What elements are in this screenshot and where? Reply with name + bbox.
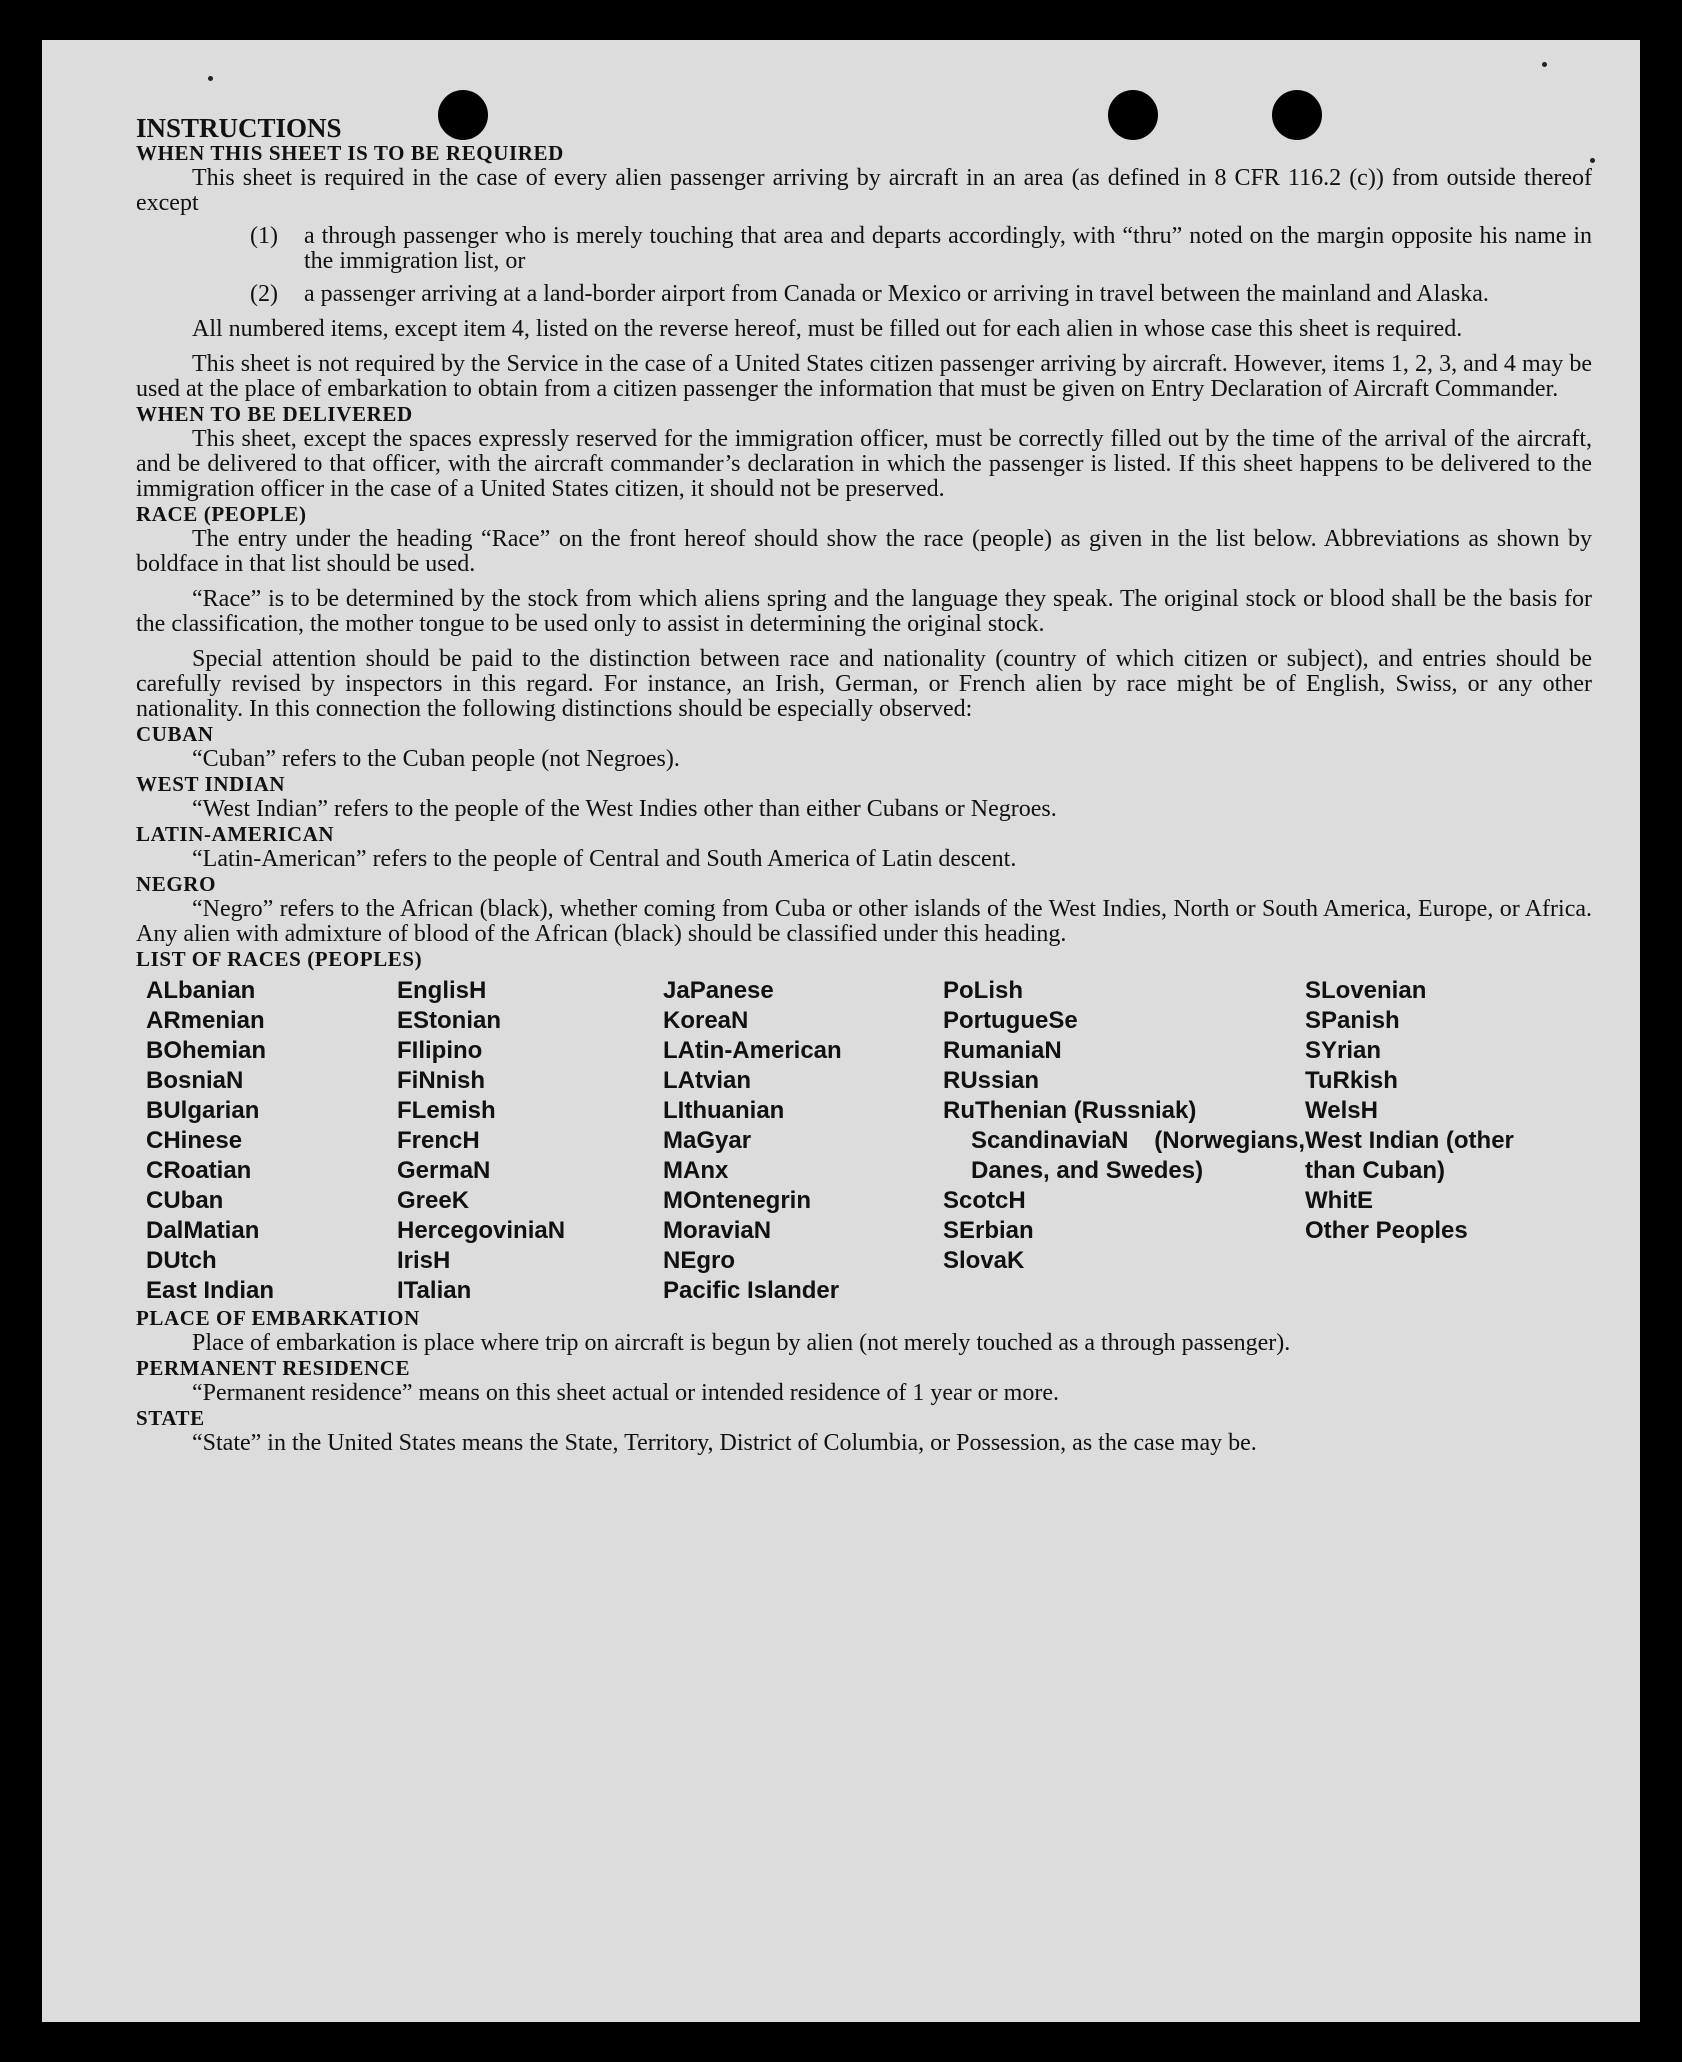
exception-text: a through passenger who is merely touching that area and departs accordingly, with “thru” noted on the margin opposite his name in the immigration list, or — [304, 223, 1592, 274]
race-entry: FIlipino — [397, 1037, 483, 1064]
section-heading-latin-american: LATIN-AMERICAN — [136, 822, 335, 846]
west-indian-text: “West Indian” refers to the people of the West Indies other than either Cubans or Negroes. — [192, 796, 1057, 822]
scan-speck — [208, 76, 213, 81]
section-heading-negro: NEGRO — [136, 872, 217, 896]
race-entry: BosniaN — [146, 1067, 244, 1094]
race-entry: ScandinaviaN (Norwegians, Danes, and Swedes) — [971, 1127, 1305, 1184]
section-heading-when-delivered: WHEN TO BE DELIVERED — [136, 402, 413, 426]
race-entry: MaGyar — [663, 1127, 752, 1154]
race-entry: SPanish — [1305, 1007, 1400, 1034]
race-entry: Other Peoples — [1305, 1217, 1468, 1244]
race-entry: CRoatian — [146, 1157, 252, 1184]
race-entry: SErbian — [943, 1217, 1034, 1244]
instructions-title: INSTRUCTIONS — [136, 113, 342, 143]
race-entry: FLemish — [397, 1097, 496, 1124]
race-column — [943, 976, 1305, 1306]
race-paragraph-1: The entry under the heading “Race” on the front hereof should show the race (people) as given in the list below. Abbreviations as shown by boldface in that list should be used. — [136, 526, 1592, 577]
section-heading-list-of-races: LIST OF RACES (PEOPLES) — [136, 947, 423, 971]
race-entry: MAnx — [663, 1157, 729, 1184]
race-entry: EStonian — [397, 1007, 502, 1034]
race-column — [663, 976, 943, 1306]
race-entry: ITalian — [397, 1277, 472, 1304]
race-entry: MoraviaN — [663, 1217, 772, 1244]
race-entry: IrisH — [397, 1247, 451, 1274]
race-entry: SlovaK — [943, 1247, 1025, 1274]
race-entry: LIthuanian — [663, 1097, 785, 1124]
race-entry: DalMatian — [146, 1217, 260, 1244]
race-entry: RumaniaN — [943, 1037, 1062, 1064]
residence-text: “Permanent residence” means on this sheet actual or intended residence of 1 year or more. — [192, 1380, 1059, 1406]
race-entry: East Indian — [146, 1277, 275, 1304]
latin-american-text: “Latin-American” refers to the people of Central and South America of Latin descent. — [192, 846, 1017, 872]
when-required-intro: This sheet is required in the case of every alien passenger arriving by aircraft in an area (as defined in 8 CFR 116.2 (c)) from outside thereof except — [136, 165, 1592, 216]
section-heading-cuban: CUBAN — [136, 722, 214, 746]
race-column — [146, 976, 397, 1306]
race-entry: DUtch — [146, 1247, 217, 1274]
exception-item — [250, 224, 1592, 274]
exception-text: a passenger arriving at a land-border airport from Canada or Mexico or arriving in travel between the mainland and Alaska. — [304, 281, 1489, 307]
section-heading-when-required: WHEN THIS SHEET IS TO BE REQUIRED — [136, 141, 564, 165]
section-heading-race: RACE (PEOPLE) — [136, 502, 307, 526]
exception-number: (2) — [250, 281, 278, 307]
citizen-paragraph: This sheet is not required by the Service in the case of a United States citizen passenger arriving by aircraft. However, items 1, 2, 3, and 4 may be used at the place of embarkation to obtain from a citizen passenger the information that must be given on Entry Declaration of Aircraft Commander. — [136, 351, 1592, 402]
race-entry: JaPanese — [663, 977, 774, 1004]
race-entry: CUban — [146, 1187, 224, 1214]
race-entry: FiNnish — [397, 1067, 485, 1094]
race-entry: ScotcH — [943, 1187, 1026, 1214]
section-heading-residence: PERMANENT RESIDENCE — [136, 1356, 411, 1380]
race-entry: SYrian — [1305, 1037, 1382, 1064]
when-delivered-text: This sheet, except the spaces expressly reserved for the immigration officer, must be correctly filled out by the time of the arrival of the aircraft, and be delivered to that officer, with the aircraft commander’s declaration in which the passenger is listed. If this sheet happens to be delivered to the immigration officer in the case of a United States citizen, it should not be preserved. — [136, 426, 1592, 502]
race-entry: NEgro — [663, 1247, 735, 1274]
race-entry: FrencH — [397, 1127, 480, 1154]
exception-number: (1) — [250, 223, 278, 249]
scan-speck — [1542, 62, 1547, 67]
race-entry: KoreaN — [663, 1007, 749, 1034]
race-entry: GreeK — [397, 1187, 470, 1214]
race-entry: PoLish — [943, 977, 1024, 1004]
race-entry: WhitE — [1305, 1187, 1373, 1214]
race-entry: EnglisH — [397, 977, 487, 1004]
race-entry: TuRkish — [1305, 1067, 1398, 1094]
race-entry: CHinese — [146, 1127, 243, 1154]
section-heading-west-indian: WEST INDIAN — [136, 772, 286, 796]
race-entry: WelsH — [1305, 1097, 1378, 1124]
exception-item — [250, 282, 1592, 307]
race-list — [146, 976, 1592, 1306]
race-entry: ALbanian — [146, 977, 256, 1004]
race-entry: Pacific Islander — [663, 1277, 840, 1304]
embarkation-text: Place of embarkation is place where trip on aircraft is begun by alien (not merely touched as a through passenger). — [192, 1330, 1291, 1356]
race-column — [1305, 976, 1563, 1306]
race-paragraph-2: “Race” is to be determined by the stock from which aliens spring and the language they speak. The original stock or blood shall be the basis for the classification, the mother tongue to be used only to assist in determining the original stock. — [136, 586, 1592, 637]
race-entry: SLovenian — [1305, 977, 1427, 1004]
race-entry: RuThenian (Russniak) — [943, 1097, 1197, 1124]
document-sheet — [42, 40, 1640, 2022]
race-entry: BOhemian — [146, 1037, 267, 1064]
section-heading-embarkation: PLACE OF EMBARKATION — [136, 1306, 420, 1330]
race-entry: GermaN — [397, 1157, 491, 1184]
section-heading-state: STATE — [136, 1406, 205, 1430]
instructions-body — [136, 113, 1592, 1456]
race-entry: ARmenian — [146, 1007, 265, 1034]
race-entry: LAtin-American — [663, 1037, 842, 1064]
race-entry: HercegoviniaN — [397, 1217, 566, 1244]
race-entry: MOntenegrin — [663, 1187, 811, 1214]
race-entry: PortugueSe — [943, 1007, 1078, 1034]
negro-text: “Negro” refers to the African (black), whether coming from Cuba or other islands of the West Indies, North or South America, Europe, or Africa. Any alien with admixture of blood of the African (black) should be classified under this heading. — [136, 896, 1592, 947]
race-column — [397, 976, 663, 1306]
numbered-items-paragraph: All numbered items, except item 4, listed on the reverse hereof, must be filled out for each alien in whose case this sheet is required. — [192, 316, 1463, 342]
race-entry: LAtvian — [663, 1067, 752, 1094]
state-text: “State” in the United States means the State, Territory, District of Columbia, or Possession, as the case may be. — [192, 1430, 1257, 1456]
race-entry: BUlgarian — [146, 1097, 260, 1124]
race-entry: RUssian — [943, 1067, 1040, 1094]
race-paragraph-3: Special attention should be paid to the distinction between race and nationality (country of which citizen or subject), and entries should be carefully revised by inspectors in this regard. For instance, an Irish, German, or French alien by race might be of English, Swiss, or any other nationality. In this connection the following distinctions should be especially observed: — [136, 646, 1592, 722]
cuban-text: “Cuban” refers to the Cuban people (not Negroes). — [192, 746, 680, 772]
race-entry: West Indian (other than Cuban) — [1305, 1127, 1514, 1184]
